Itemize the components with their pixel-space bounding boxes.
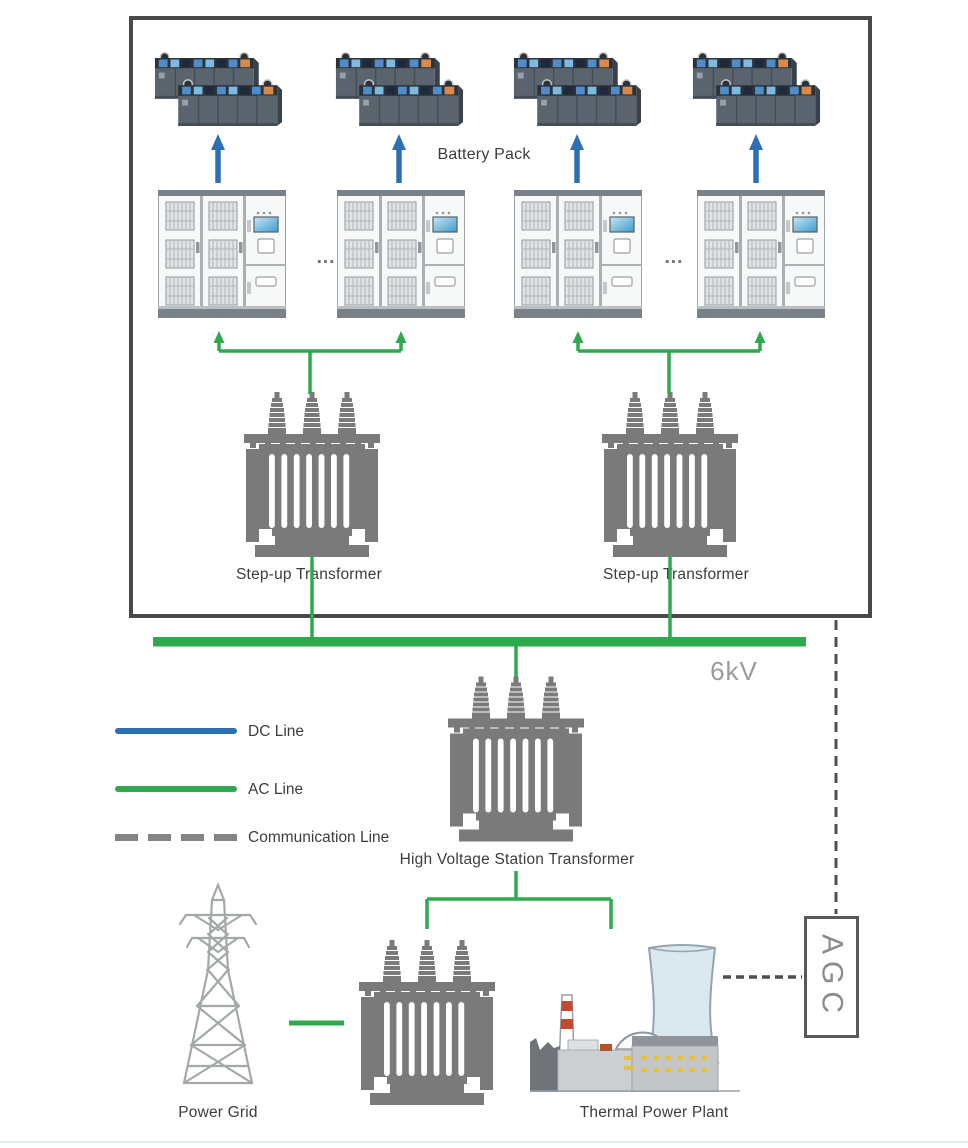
bottom-edge-line (0, 1141, 968, 1143)
battery-pack-3-icon (512, 52, 642, 130)
agc-label: AGC (815, 933, 849, 1020)
battery-pack-1-icon (153, 52, 283, 130)
ac-bus-bar (153, 637, 806, 647)
agc-box (804, 916, 859, 1038)
pcs-cabinet-4-icon (697, 190, 825, 318)
pcs-cabinet-2-icon (337, 190, 465, 318)
ac-line-swatch (115, 786, 237, 792)
more-cabinets-left-ellipsis: ... (316, 247, 336, 268)
battery-pack-4-icon (691, 52, 821, 130)
step-up-transformer-1-label: Step-up Transformer (236, 566, 382, 583)
pcs-cabinet-1-icon (158, 190, 286, 318)
power-grid-tower-icon (158, 878, 278, 1093)
thermal-power-plant-icon (528, 938, 744, 1092)
bus-voltage-label: 6kV (710, 656, 758, 686)
hv-station-transformer-label: High Voltage Station Transformer (399, 851, 635, 868)
battery-pack-2-icon (334, 52, 464, 130)
communication-line-label: Communication Line (248, 829, 390, 846)
hv-station-transformer-icon (446, 675, 586, 843)
step-up-transformer-2-label: Step-up Transformer (603, 566, 749, 583)
ac-line-label: AC Line (248, 781, 304, 798)
step-up-transformer-1-icon (242, 392, 382, 557)
communication-line-swatch (115, 834, 237, 841)
step-up-transformer-2-icon (600, 392, 740, 557)
dc-line-label: DC Line (248, 723, 304, 740)
thermal-power-plant-label: Thermal Power Plant (579, 1104, 729, 1121)
battery-pack-label: Battery Pack (437, 146, 531, 163)
dc-line-swatch (115, 728, 237, 734)
pcs-cabinet-3-icon (514, 190, 642, 318)
power-grid-label: Power Grid (178, 1104, 258, 1121)
more-cabinets-right-ellipsis: ... (664, 247, 684, 268)
grid-transformer-icon (357, 940, 497, 1105)
